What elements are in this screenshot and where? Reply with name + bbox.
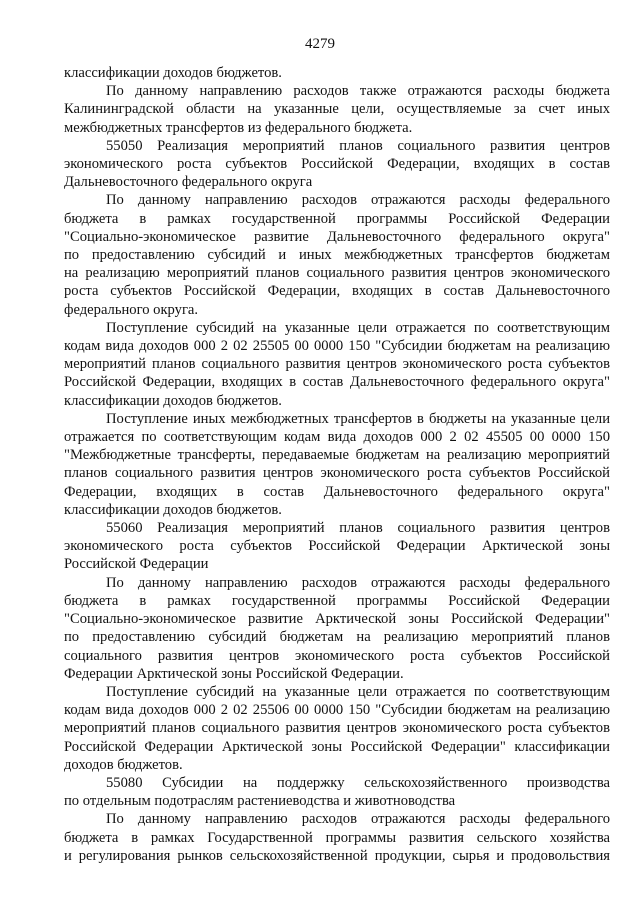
text-line: бюджета в рамках Государственной программы развития сельского хозяйства <box>64 829 610 846</box>
text-line: социального развития центров экономического роста субъектов Российской <box>64 647 610 664</box>
paragraph <box>64 810 610 865</box>
text-line: экономического роста субъектов Российской Федерации Арктической зоны <box>64 538 610 555</box>
paragraph <box>64 574 610 683</box>
page-number: 4279 <box>305 36 335 52</box>
text-line: доходов бюджетов. <box>64 756 183 773</box>
text-line: Дальневосточного федерального округа <box>64 174 313 191</box>
text-line: По данному направлению расходов также отражаются расходы бюджета <box>106 83 610 100</box>
text-line: По данному направлению расходов отражаются расходы федерального <box>106 192 610 209</box>
paragraph <box>64 774 610 810</box>
text-line: Российской Федерации Арктической зоны Российской Федерации" классификации <box>64 738 610 755</box>
text-line: межбюджетных трансфертов из федерального бюджета. <box>64 119 413 136</box>
text-line: 55060 Реализация мероприятий планов социального развития центров <box>106 520 610 537</box>
paragraph <box>64 82 610 137</box>
text-line: Поступление иных межбюджетных трансфертов в бюджеты на указанные цели <box>106 410 610 427</box>
text-line: и регулирования рынков сельскохозяйственной продукции, сырья и продовольствия <box>64 847 610 864</box>
text-line: федерального округа. <box>64 301 199 318</box>
paragraph <box>64 683 610 774</box>
text-line: "Межбюджетные трансферты, передаваемые бюджетам на реализацию мероприятий <box>64 447 610 464</box>
text-line: По данному направлению расходов отражаются расходы федерального <box>106 811 610 828</box>
text-line: классификации доходов бюджетов. <box>64 501 282 518</box>
text-line: Поступление субсидий на указанные цели отражается по соответствующим <box>106 683 610 700</box>
paragraph <box>64 191 610 318</box>
text-line: Российской Федерации, входящих в состав Дальневосточного федерального округа" <box>64 374 610 391</box>
text-line: 55080 Субсидии на поддержку сельскохозяйственного производства <box>106 774 610 791</box>
text-line: классификации доходов бюджетов. <box>64 392 282 409</box>
document-body <box>64 64 610 865</box>
paragraph <box>64 519 610 574</box>
text-line: Федерации Арктической зоны Российской Федерации. <box>64 665 404 682</box>
paragraph <box>64 410 610 519</box>
paragraph <box>64 319 610 410</box>
text-line: "Социально-экономическое развитие Арктической зоны Российской Федерации" <box>64 611 610 628</box>
text-line: роста субъектов Российской Федерации, входящих в состав Дальневосточного <box>64 283 610 300</box>
text-line: Российской Федерации <box>64 556 209 573</box>
text-line: Калининградской области на указанные цели, осуществляемые за счет иных <box>64 101 610 118</box>
text-line: бюджета в рамках государственной программы Российской Федерации <box>64 592 610 609</box>
text-line: классификации доходов бюджетов. <box>64 65 282 81</box>
text-line: Федерации, входящих в состав Дальневосточного федерального округа" <box>64 483 610 500</box>
paragraph <box>64 137 610 192</box>
text-line: по предоставлению субсидий и иных межбюджетных трансфертов бюджетам <box>64 247 610 264</box>
text-line: 55050 Реализация мероприятий планов социального развития центров <box>106 137 610 154</box>
text-line: По данному направлению расходов отражаются расходы федерального <box>106 574 610 591</box>
text-line: бюджета в рамках государственной программы Российской Федерации <box>64 210 610 227</box>
text-line: кодам вида доходов 000 2 02 25505 00 0000 150 "Субсидии бюджетам на реализацию <box>64 338 610 355</box>
text-line: экономического роста субъектов Российской Федерации, входящих в состав <box>64 156 610 173</box>
paragraph <box>64 64 610 82</box>
text-line: мероприятий планов социального развития центров экономического роста субъектов <box>64 356 610 373</box>
text-line: по отдельным подотраслям растениеводства и животноводства <box>64 793 456 810</box>
text-line: "Социально-экономическое развитие Дальневосточного федерального округа" <box>64 228 610 245</box>
text-line: мероприятий планов социального развития центров экономического роста субъектов <box>64 720 610 737</box>
text-line: кодам вида доходов 000 2 02 25506 00 0000 150 "Субсидии бюджетам на реализацию <box>64 702 610 719</box>
text-line: планов социального развития центров экономического роста субъектов Российской <box>64 465 610 482</box>
text-line: на реализацию мероприятий планов социального развития центров экономического <box>64 265 610 282</box>
text-line: по предоставлению субсидий бюджетам на реализацию мероприятий планов <box>64 629 610 646</box>
text-line: отражается по соответствующим кодам вида доходов 000 2 02 45505 00 0000 150 <box>64 429 610 446</box>
text-line: Поступление субсидий на указанные цели отражается по соответствующим <box>106 319 610 336</box>
